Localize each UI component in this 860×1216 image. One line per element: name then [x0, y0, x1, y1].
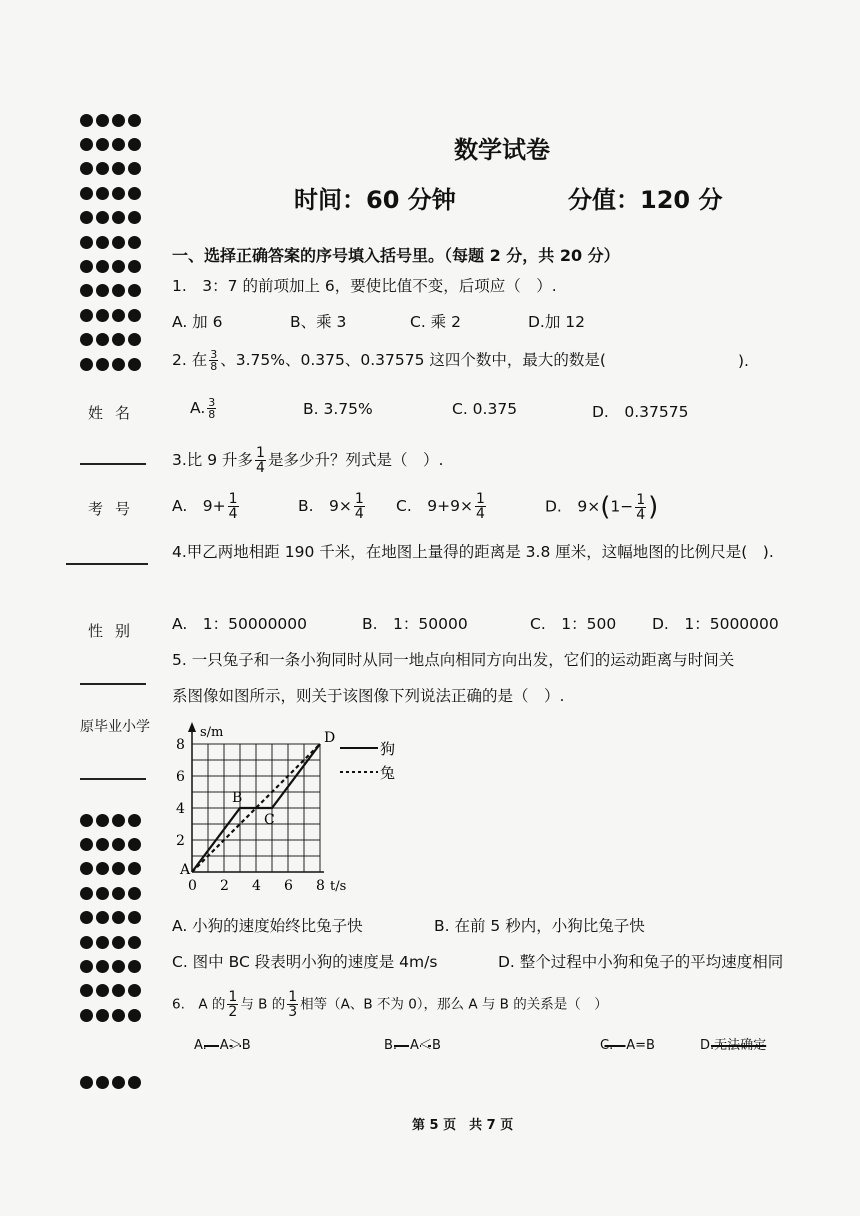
binding-dot [80, 1009, 93, 1022]
q1-option-d: D.加 12 [528, 313, 586, 331]
binding-dot [128, 1009, 141, 1022]
dot-row [80, 181, 144, 205]
q3-option-d [545, 492, 658, 522]
binding-dot [80, 936, 93, 949]
binding-dot [128, 333, 141, 346]
q4-option-a: A. 1：50000000 [172, 615, 308, 633]
x-tick-label: 6 [284, 878, 293, 894]
binding-dot [80, 358, 93, 371]
binding-dot [96, 236, 109, 249]
binding-dot [80, 260, 93, 273]
q3-option-d-denominator: 4 [636, 506, 646, 523]
q3-option-d-fraction [635, 493, 646, 522]
binding-dot [112, 284, 125, 297]
q3-option-a-numerator: 1 [228, 491, 238, 507]
dot-row [80, 254, 144, 278]
dot-row [80, 157, 144, 181]
q6-frac1-denominator: 2 [228, 1004, 238, 1020]
binding-dot [96, 284, 109, 297]
binding-dot [128, 814, 141, 827]
binding-dot [112, 162, 125, 175]
x-tick-label: 4 [252, 878, 261, 894]
binding-dot [112, 1076, 125, 1089]
q3-close-paren: ) [648, 492, 659, 522]
q1-stem: 1. 3：7 的前项加上 6，要使比值不变，后项应（ ）. [172, 277, 557, 295]
binding-dot [96, 984, 109, 997]
binding-dot [96, 1076, 109, 1089]
q5-option-c: C. 图中 BC 段表明小狗的速度是 4m/s [172, 953, 438, 971]
x-tick-label: 2 [220, 878, 229, 894]
binding-dots-bottom [80, 808, 144, 1028]
binding-dot [96, 260, 109, 273]
binding-dot [80, 211, 93, 224]
q4-option-d: D. 1：5000000 [652, 615, 779, 633]
score-info: 分值：120 分 [568, 186, 723, 214]
binding-dot [128, 284, 141, 297]
q3-option-d-numerator: 1 [636, 491, 646, 508]
q2-fraction [209, 349, 218, 372]
binding-dot [112, 838, 125, 851]
q5-stem-line1: 5. 一只兔子和一条小狗同时从同一地点向相同方向出发，它们的运动距离与时间关 [172, 651, 735, 669]
q3-option-c-fraction [475, 492, 486, 521]
dot-row [80, 979, 144, 1003]
binding-dots-end [80, 1070, 144, 1094]
name-line [80, 463, 146, 465]
binding-dot [112, 887, 125, 900]
binding-dot [96, 838, 109, 851]
q2-frac-denominator: 8 [210, 360, 218, 373]
dot-row [80, 206, 144, 230]
point-label-b: B [232, 790, 243, 806]
q5-stem-line2: 系图像如图所示，则关于该图像下列说法正确的是（ ）. [172, 687, 565, 705]
q3-frac-numerator: 1 [256, 445, 265, 461]
q6-stem [172, 990, 608, 1019]
binding-dot [96, 936, 109, 949]
binding-dot [112, 936, 125, 949]
binding-dot [128, 960, 141, 973]
binding-dot [80, 138, 93, 151]
binding-dot [80, 911, 93, 924]
q6-option-a: A. A＞B [194, 1038, 251, 1053]
binding-dot [128, 114, 141, 127]
time-info: 时间：60 分钟 [294, 186, 456, 214]
q6-frac1-numerator: 1 [228, 989, 238, 1005]
binding-dot [80, 862, 93, 875]
q3-stem-pre: 3.比 9 升多 [172, 451, 254, 469]
exam-no-label: 考号 [88, 500, 143, 518]
binding-dot [128, 887, 141, 900]
q3-open-paren: ( [600, 492, 611, 522]
q2-option-a-fraction [207, 397, 216, 420]
binding-dot [112, 911, 125, 924]
q2-stem-close: ). [738, 352, 749, 370]
gender-line [80, 683, 146, 685]
q2-option-a [190, 397, 218, 420]
binding-dot [80, 960, 93, 973]
binding-dot [128, 309, 141, 322]
q2-option-a-prefix: A. [190, 399, 206, 417]
dot-row [80, 303, 144, 327]
binding-dot [80, 984, 93, 997]
q3-option-b-prefix: B. 9× [298, 497, 352, 515]
binding-dot [112, 187, 125, 200]
binding-dot [128, 138, 141, 151]
binding-dot [112, 260, 125, 273]
q3-option-a-fraction [228, 492, 239, 521]
binding-dot [96, 162, 109, 175]
q6-fraction-1 [227, 990, 238, 1019]
q4-stem: 4.甲乙两地相距 190 千米，在地图上量得的距离是 3.8 厘米，这幅地图的比例尺是( ). [172, 543, 774, 561]
binding-dot [112, 114, 125, 127]
q2-stem-post: 、3.75%、0.375、0.37575 这四个数中，最大的数是( [220, 351, 606, 369]
q5-option-a: A. 小狗的速度始终比兔子快 [172, 917, 363, 935]
y-tick-label: 6 [176, 769, 185, 785]
binding-dot [96, 333, 109, 346]
q3-option-b-numerator: 1 [354, 491, 364, 507]
binding-dot [128, 1076, 141, 1089]
q3-option-c-prefix: C. 9+9× [396, 497, 473, 515]
binding-dot [128, 358, 141, 371]
binding-dot [80, 236, 93, 249]
q5-option-b: B. 在前 5 秒内，小狗比兔子快 [434, 917, 645, 935]
y-axis-arrow [188, 722, 196, 732]
dot-row [80, 906, 144, 930]
binding-dot [128, 862, 141, 875]
q6-frac2-denominator: 3 [288, 1004, 298, 1020]
page-title: 数学试卷 [454, 136, 550, 164]
binding-dot [96, 911, 109, 924]
legend-label: 狗 [380, 740, 396, 758]
x-axis-label: t/s [330, 879, 347, 894]
school-label: 原毕业小学 [80, 719, 150, 735]
q3-option-d-inner: 1− [610, 497, 634, 516]
dot-row [80, 954, 144, 978]
binding-dot [96, 1009, 109, 1022]
binding-dot [96, 960, 109, 973]
binding-dot [96, 114, 109, 127]
binding-dot [112, 211, 125, 224]
dot-row [80, 230, 144, 254]
binding-dot [96, 211, 109, 224]
section-heading: 一、选择正确答案的序号填入括号里。（每题 2 分，共 20 分） [172, 246, 620, 265]
binding-dot [80, 114, 93, 127]
binding-dot [80, 333, 93, 346]
page-number: 第 5 页 共 7 页 [412, 1118, 514, 1133]
q2-option-c: C. 0.375 [452, 400, 518, 418]
dot-row [80, 352, 144, 376]
binding-dot [96, 309, 109, 322]
q6-option-d: D.无法确定 [700, 1038, 767, 1053]
q3-option-b-denominator: 4 [354, 506, 364, 522]
q3-option-c-numerator: 1 [475, 491, 485, 507]
dot-row [80, 108, 144, 132]
q1-option-a: A. 加 6 [172, 313, 223, 331]
binding-dot [80, 187, 93, 200]
q4-option-b: B. 1：50000 [362, 615, 468, 633]
dot-row [80, 857, 144, 881]
dot-row [80, 930, 144, 954]
binding-dot [128, 187, 141, 200]
binding-dot [80, 1076, 93, 1089]
binding-dot [112, 984, 125, 997]
binding-dot [112, 358, 125, 371]
binding-dot [128, 236, 141, 249]
binding-dot [96, 187, 109, 200]
q2-option-a-denominator: 8 [208, 408, 216, 421]
binding-dot [96, 814, 109, 827]
q3-option-b-fraction [354, 492, 365, 521]
dot-row [80, 808, 144, 832]
q6-stem-mid: 与 B 的 [240, 996, 286, 1013]
q6-stem-post: 相等（A、B 不为 0），那么 A 与 B 的关系是（ ） [300, 996, 608, 1013]
y-axis-label: s/m [200, 725, 224, 740]
binding-dot [80, 887, 93, 900]
binding-dot [128, 838, 141, 851]
q1-option-b: B、乘 3 [290, 313, 347, 331]
dot-row [80, 132, 144, 156]
binding-dot [96, 138, 109, 151]
legend-label: 兔 [380, 764, 396, 782]
dot-row [80, 881, 144, 905]
y-tick-label: 8 [176, 737, 185, 753]
q3-frac-denominator: 4 [256, 460, 265, 476]
binding-dot [112, 862, 125, 875]
binding-dot [96, 358, 109, 371]
q3-option-c-denominator: 4 [475, 506, 485, 522]
q3-option-a-prefix: A. 9+ [172, 497, 226, 515]
binding-dot [112, 960, 125, 973]
binding-dot [96, 862, 109, 875]
binding-dot [128, 984, 141, 997]
q3-option-a-denominator: 4 [228, 506, 238, 522]
q1-option-c: C. 乘 2 [410, 313, 461, 331]
dot-row [80, 1003, 144, 1027]
dot-row [80, 279, 144, 303]
q2-option-d: D. 0.37575 [592, 403, 689, 421]
point-label-d: D [324, 730, 336, 746]
binding-dot [128, 911, 141, 924]
q3-option-c [396, 492, 488, 521]
q2-option-b: B. 3.75% [303, 400, 373, 418]
distance-time-chart [168, 720, 428, 900]
binding-dots-top [80, 108, 144, 376]
q6-frac2-numerator: 1 [288, 989, 298, 1005]
school-line [80, 778, 146, 780]
binding-dot [80, 814, 93, 827]
binding-dot [96, 887, 109, 900]
dot-row [80, 1070, 144, 1094]
binding-dot [80, 838, 93, 851]
dot-row [80, 328, 144, 352]
binding-dot [80, 162, 93, 175]
binding-dot [80, 284, 93, 297]
binding-dot [128, 260, 141, 273]
q6-fraction-2 [287, 990, 298, 1019]
q2-option-a-numerator: 3 [208, 396, 216, 409]
q6-option-b: B. A＜B [384, 1038, 441, 1053]
q6-stem-pre: 6. A 的 [172, 996, 226, 1013]
binding-dot [80, 309, 93, 322]
q5-option-d: D. 整个过程中小狗和兔子的平均速度相同 [498, 953, 784, 971]
q2-stem [172, 348, 606, 372]
binding-dot [128, 211, 141, 224]
binding-dot [128, 162, 141, 175]
point-label-a: A [180, 862, 191, 878]
q2-stem-pre: 2. 在 [172, 351, 208, 369]
binding-dot [128, 936, 141, 949]
q3-option-b [298, 492, 367, 521]
q3-option-a [172, 492, 241, 521]
q3-stem-post: 是多少升？列式是（ ）. [267, 451, 444, 469]
q4-option-c: C. 1：500 [530, 615, 617, 633]
dot-row [80, 832, 144, 856]
binding-dot [112, 309, 125, 322]
name-label: 姓名 [88, 404, 143, 422]
x-tick-label: 0 [188, 878, 197, 894]
binding-dot [112, 814, 125, 827]
binding-dot [112, 1009, 125, 1022]
binding-dot [112, 236, 125, 249]
binding-dot [112, 333, 125, 346]
gender-label: 性别 [88, 622, 143, 640]
point-label-c: C [264, 812, 275, 828]
y-tick-label: 2 [176, 833, 185, 849]
q3-stem [172, 446, 443, 475]
q3-option-d-prefix: D. 9× [545, 497, 601, 516]
q3-fraction [255, 446, 266, 475]
q6-option-c: C. A=B [600, 1038, 655, 1053]
q2-frac-numerator: 3 [210, 348, 218, 361]
exam-no-line [66, 563, 148, 565]
y-tick-label: 4 [176, 801, 185, 817]
x-tick-label: 8 [316, 878, 325, 894]
binding-dot [112, 138, 125, 151]
